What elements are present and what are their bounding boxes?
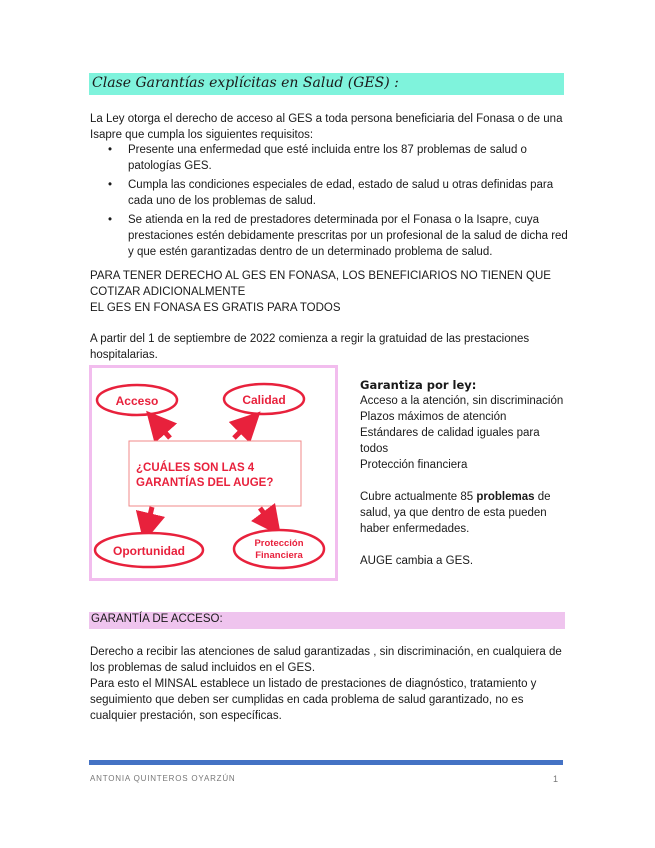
list-item bbox=[108, 212, 568, 260]
bullet-icon: • bbox=[108, 144, 113, 156]
coverage-text-end: de salud, ya que dentro de esta pueden haber enfermedades. bbox=[360, 491, 551, 535]
access-paragraph-2: Para esto el MINSAL establece un listado de prestaciones de diagnóstico, tratamiento y seguimiento que deben ser cumplidas en cada problema de salud garantizado, no es cualquier prestación, son específicas. bbox=[90, 678, 537, 722]
free-ges-caps-line: EL GES EN FONASA ES GRATIS PARA TODOS bbox=[90, 302, 341, 314]
proteccion-label-2: Financiera bbox=[255, 550, 303, 561]
access-heading: GARANTÍA DE ACCESO: bbox=[91, 613, 223, 625]
coverage-paragraph bbox=[360, 489, 570, 537]
auge-guarantees-figure bbox=[89, 365, 338, 581]
page-title: Clase Garantías explícitas en Salud (GES) : bbox=[92, 75, 399, 91]
list-item-text: Se atienda en la red de prestadores determinada por el Fonasa o la Isapre, cuya prestaciones estén debidamente prescritas por un profesional de la salud de dicha red y que estén garantizadas dentro de un determinado problema de salud. bbox=[128, 214, 568, 258]
access-section-body bbox=[90, 644, 568, 724]
footer-rule bbox=[89, 760, 563, 765]
list-item-text: Presente una enfermedad que esté incluida entre los 87 problemas de salud o patologías GES. bbox=[128, 144, 527, 172]
guarantee-item: Plazos máximos de atención bbox=[360, 411, 507, 423]
list-item-text: Cumpla las condiciones especiales de edad, estado de salud u otras definidas para cada uno de los problemas de salud. bbox=[128, 179, 554, 207]
proteccion-label-1: Protección bbox=[254, 538, 304, 549]
september-note: A partir del 1 de septiembre de 2022 comienza a regir la gratuidad de las prestaciones hospitalarias. bbox=[90, 333, 530, 361]
access-paragraph-1: Derecho a recibir las atenciones de salud garantizadas , sin discriminación, en cualquiera de los problemas de salud incluidos en el GES. bbox=[90, 646, 562, 674]
requirements-list bbox=[108, 142, 568, 263]
arrow-to-acceso bbox=[156, 422, 170, 438]
guarantee-item: Protección financiera bbox=[360, 459, 468, 471]
bullet-icon: • bbox=[108, 179, 113, 191]
coverage-text: Cubre actualmente 85 bbox=[360, 491, 477, 503]
question-line-1: ¿CUÁLES SON LAS 4 bbox=[136, 462, 255, 474]
arrow-to-proteccion bbox=[260, 508, 272, 524]
list-item bbox=[108, 142, 568, 174]
bullet-icon: • bbox=[108, 214, 113, 226]
footer-author: ANTONIA QUINTEROS OYARZÚN bbox=[90, 774, 236, 783]
calidad-label: Calidad bbox=[242, 393, 286, 407]
question-line-2: GARANTÍAS DEL AUGE? bbox=[136, 477, 274, 489]
fonasa-caps-line: PARA TENER DERECHO AL GES EN FONASA, LOS BENEFICIARIOS NO TIENEN QUE COTIZAR ADICIONALMENTE bbox=[90, 270, 551, 298]
guarantees-diagram bbox=[92, 368, 335, 578]
proteccion-ellipse bbox=[234, 530, 324, 568]
oportunidad-label: Oportunidad bbox=[113, 544, 185, 558]
access-heading-highlight bbox=[89, 612, 565, 629]
arrow-to-oportunidad bbox=[147, 507, 152, 528]
coverage-bold: problemas bbox=[476, 491, 535, 503]
acceso-label: Acceso bbox=[115, 394, 159, 408]
arrow-to-calidad bbox=[234, 422, 250, 438]
list-item bbox=[108, 177, 568, 209]
sidebar-heading: Garantiza por ley: bbox=[360, 378, 477, 392]
intro-paragraph: La Ley otorga el derecho de acceso al GES a toda persona beneficiaria del Fonasa o de una Isapre que cumpla los siguientes requisitos: bbox=[90, 113, 563, 141]
title-highlight bbox=[89, 73, 564, 95]
auge-note: AUGE cambia a GES. bbox=[360, 555, 474, 567]
guarantees-sidebar bbox=[360, 377, 570, 569]
guarantee-item: Acceso a la atención, sin discriminación bbox=[360, 395, 564, 407]
page-number: 1 bbox=[553, 774, 559, 784]
guarantee-item: Estándares de calidad iguales para todos bbox=[360, 427, 540, 455]
